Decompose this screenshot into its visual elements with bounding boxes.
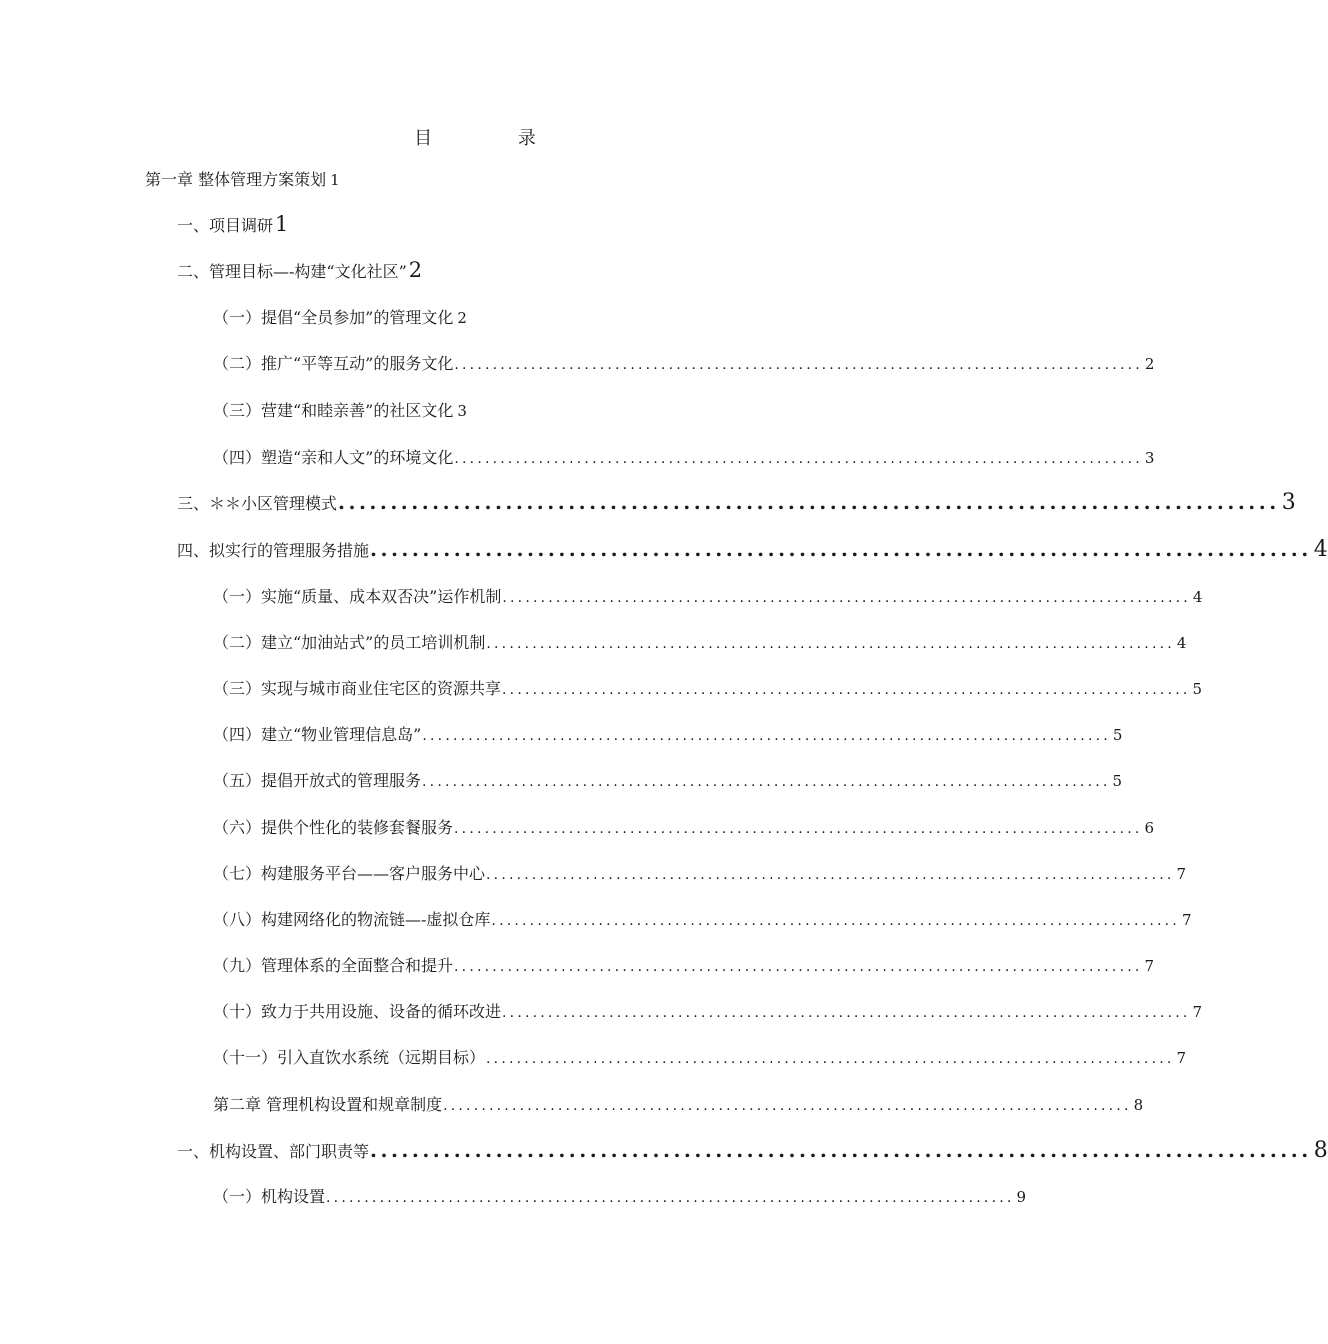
toc-leader-dots: .......................................................................................... [422, 774, 1111, 790]
toc-entry-page: 5 [1192, 680, 1203, 698]
toc-entry-page: 2 [1144, 355, 1155, 373]
toc-entry-label: （二）建立“加油站式”的员工培训机制 [213, 633, 486, 652]
toc-entry-label: （三）实现与城市商业住宅区的资源共享 [213, 679, 502, 698]
toc-leader-dots: .......................................................................................... [443, 1098, 1132, 1114]
toc-leader-dots: .......................................................................................... [326, 1190, 1015, 1206]
toc-entry[interactable] [213, 1095, 1144, 1116]
toc-entry[interactable] [213, 725, 1123, 746]
toc-entry-label: 一、机构设置、部门职责等 [177, 1142, 370, 1161]
toc-leader-dots: .......................................................................................... [370, 1138, 1312, 1162]
toc-leader-dots: .......................................................................................... [502, 682, 1191, 698]
toc-leader-dots: .......................................................................................... [338, 490, 1280, 514]
toc-leader-dots: .......................................................................................... [422, 728, 1111, 744]
toc-entry[interactable] [213, 1002, 1203, 1023]
toc-entry-label: （九）管理体系的全面整合和提升 [213, 956, 454, 975]
toc-entry-label: （七）构建服务平台——客户服务中心 [213, 864, 486, 883]
toc-entry-label: 一、项目调研 [177, 216, 274, 235]
toc-entry[interactable] [177, 1138, 1328, 1163]
toc-entry[interactable] [213, 308, 467, 328]
toc-entry[interactable] [213, 818, 1155, 839]
toc-entry-label: （四）塑造“亲和人文”的环境文化 [213, 448, 454, 467]
toc-entry-label: 四、拟实行的管理服务措施 [177, 541, 370, 560]
toc-leader-dots: .......................................................................................... [491, 913, 1180, 929]
toc-entry-label: （八）构建网络化的物流链—-虚拟仓库 [213, 910, 491, 929]
toc-entry-label: （一）提倡“全员参加”的管理文化 [213, 308, 454, 327]
toc-leader-dots: .......................................................................................... [454, 959, 1143, 975]
toc-entry[interactable] [213, 679, 1203, 700]
toc-entry-page: 3 [457, 402, 467, 420]
toc-entry-page: 5 [1112, 772, 1123, 790]
toc-leader-dots: .......................................................................................... [454, 451, 1143, 467]
toc-entry-page: 4 [1313, 537, 1328, 562]
toc-entry[interactable] [177, 260, 422, 282]
toc-entry[interactable] [177, 214, 288, 236]
toc-entry-page: 7 [1176, 1049, 1187, 1067]
toc-entry[interactable] [213, 587, 1203, 608]
toc-entry[interactable] [213, 1187, 1027, 1208]
toc-leader-dots: .......................................................................................... [454, 357, 1143, 373]
toc-entry-page: 3 [1281, 490, 1296, 515]
toc-leader-dots: .......................................................................................... [486, 867, 1175, 883]
toc-entry-page: 2 [457, 309, 467, 327]
toc-leader-dots: .......................................................................................... [486, 1051, 1175, 1067]
toc-entry[interactable] [213, 864, 1187, 885]
toc-entry[interactable] [213, 633, 1187, 654]
toc-entry-label: （一）实施“质量、成本双否决”运作机制 [213, 587, 502, 606]
toc-entry[interactable] [213, 401, 467, 421]
toc-entry-label: （五）提倡开放式的管理服务 [213, 771, 422, 790]
toc-entry-page: 1 [330, 171, 340, 189]
toc-entry[interactable] [213, 956, 1155, 977]
toc-entry-page: 8 [1133, 1096, 1144, 1114]
toc-entry-page: 2 [408, 258, 423, 282]
toc-entry-page: 8 [1313, 1138, 1328, 1163]
toc-entry-page: 3 [1144, 449, 1155, 467]
toc-entry[interactable] [145, 170, 340, 190]
toc-entry-page: 7 [1176, 865, 1187, 883]
toc-leader-dots: .......................................................................................... [454, 821, 1143, 837]
toc-entry-page: 1 [275, 212, 289, 236]
toc-entry-page: 7 [1181, 911, 1192, 929]
toc-leader-dots: .......................................................................................... [502, 590, 1191, 606]
toc-entry-page: 4 [1192, 588, 1203, 606]
toc-leader-dots: .......................................................................................... [502, 1005, 1191, 1021]
toc-entry-label: （三）营建“和睦亲善”的社区文化 [213, 401, 454, 420]
toc-entry[interactable] [213, 771, 1123, 792]
toc-entry[interactable] [213, 1048, 1187, 1069]
toc-title: 目 录 [414, 128, 576, 149]
toc-entry-label: 第二章 管理机构设置和规章制度 [213, 1095, 443, 1114]
toc-entry-page: 5 [1112, 726, 1123, 744]
toc-entry-page: 4 [1176, 634, 1187, 652]
toc-entry-label: （二）推广“平等互动”的服务文化 [213, 354, 454, 373]
toc-entry-label: （一）机构设置 [213, 1187, 326, 1206]
toc-entry-label: （十一）引入直饮水系统（远期目标） [213, 1048, 486, 1067]
toc-entry[interactable] [213, 354, 1155, 375]
toc-entry-page: 6 [1144, 819, 1155, 837]
toc-leader-dots: .......................................................................................... [370, 537, 1312, 561]
toc-entry-label: （四）建立“物业管理信息岛” [213, 725, 422, 744]
toc-leader-dots: .......................................................................................... [486, 636, 1175, 652]
toc-entry-label: （十）致力于共用设施、设备的循环改进 [213, 1002, 502, 1021]
toc-entry-label: 三、＊＊小区管理模式 [177, 494, 338, 513]
toc-entry[interactable] [177, 537, 1328, 562]
toc-entry-page: 9 [1016, 1188, 1027, 1206]
toc-entry-page: 7 [1144, 957, 1155, 975]
toc-entry[interactable] [177, 490, 1296, 515]
toc-entry-page: 7 [1192, 1003, 1203, 1021]
toc-entry-label: （六）提供个性化的装修套餐服务 [213, 818, 454, 837]
toc-entry-label: 第一章 整体管理方案策划 [145, 170, 327, 189]
toc-entry[interactable] [213, 448, 1155, 469]
toc-entry[interactable] [213, 910, 1192, 931]
toc-entry-label: 二、管理目标—-构建“文化社区” [177, 262, 407, 281]
